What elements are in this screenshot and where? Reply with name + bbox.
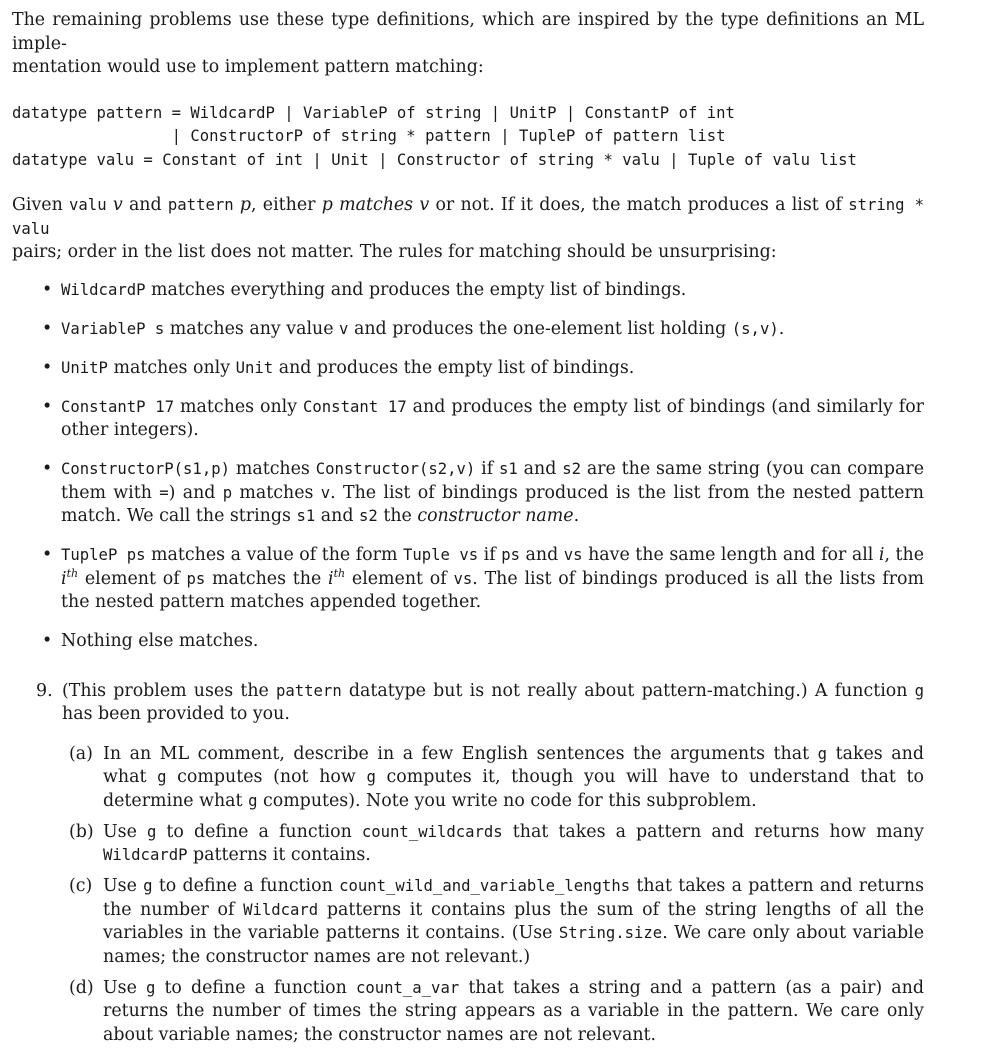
text: . The list of bindings produced is the list from the nested pattern match. We call the strings <box>61 482 924 526</box>
subproblem-list <box>62 743 924 1048</box>
type-definitions-code <box>12 102 924 173</box>
text: patterns it contains plus the sum of the string lengths of all the variables in the variable patterns it contains. (Use <box>103 899 924 943</box>
text: In an ML comment, describe in a few English sentences the arguments that <box>103 743 818 764</box>
bullet: • <box>42 545 53 565</box>
code-text: WildcardP <box>103 846 188 864</box>
subproblem-c <box>62 875 924 969</box>
code-text: v <box>320 483 331 502</box>
document-page <box>12 9 924 1055</box>
text: takes and what <box>103 743 924 787</box>
text: element of <box>78 568 187 589</box>
code-text: ConstantP 17 <box>61 397 175 416</box>
text: and <box>519 545 564 565</box>
code-text: String.size <box>558 924 663 942</box>
text: computes it, though you will have to understand that to determine what <box>103 767 924 811</box>
code-text: pattern <box>167 196 234 214</box>
code-text: g <box>914 681 924 700</box>
text: datatype but is not really about pattern-matching.) A function <box>341 680 915 701</box>
text: if <box>475 459 500 479</box>
code-text: ps <box>501 546 520 564</box>
problem-number: 9. <box>36 680 53 701</box>
bullet: • <box>42 631 53 651</box>
text: that takes a string and a pattern (as a pair) and returns the number of times the string appears as a variable in the pattern. We care only about variable names; the constructor names are not relevant. <box>103 977 925 1045</box>
matching-description <box>12 194 924 265</box>
code-text: s2 <box>359 507 378 525</box>
math-text: p matches v <box>321 195 430 215</box>
text: to define a function <box>152 876 340 896</box>
matching-rules-list <box>12 279 924 654</box>
text: and produces the empty list of bindings. <box>273 357 635 378</box>
text: that takes a pattern and returns how many <box>502 821 924 842</box>
math-text: v <box>112 195 123 215</box>
rule-constant <box>42 396 924 443</box>
code-text: g <box>143 877 153 895</box>
code-text: g <box>145 978 156 997</box>
text: Use <box>103 821 147 842</box>
code-text: valu <box>69 196 107 214</box>
code-text: g <box>157 768 167 786</box>
text: if <box>478 545 502 565</box>
text: and produces the empty list of bindings (and similarly for other integers). <box>61 396 924 440</box>
superscript: th <box>66 566 79 580</box>
code-text: count_wild_and_variable_lengths <box>339 877 631 895</box>
subproblem-d <box>62 977 924 1048</box>
text: to define a function <box>155 977 356 998</box>
bullet: • <box>42 459 53 479</box>
text: matches everything and produces the empty list of bindings. <box>145 279 687 300</box>
code-text: ps <box>186 569 206 588</box>
text: pairs; order in the list does not matter. The rules for matching should be unsurprising: <box>12 242 777 262</box>
math-text: p <box>239 195 252 215</box>
text: matches the <box>205 568 329 589</box>
code-text: s1 <box>296 507 316 525</box>
text: has been provided to you. <box>62 704 290 724</box>
text: ) and <box>168 482 223 503</box>
intro-paragraph <box>12 9 924 80</box>
code-text: pattern <box>275 681 342 700</box>
text: , either <box>251 195 322 215</box>
text: computes (not how <box>166 767 367 787</box>
text: Use <box>103 876 144 896</box>
text: matches <box>230 459 316 479</box>
rule-tuple <box>42 544 924 615</box>
math-text: i <box>878 545 885 565</box>
code-text: (s,v) <box>731 319 779 338</box>
code-line-2: | ConstructorP of string * pattern | TupleP of pattern list <box>12 127 726 145</box>
code-text: Constant 17 <box>303 397 407 416</box>
text: that takes a pattern and returns the number of <box>103 876 924 920</box>
code-text: WildcardP <box>61 280 146 299</box>
code-text: VariableP s <box>61 319 165 338</box>
code-text: count_a_var <box>355 978 460 997</box>
rule-wildcard <box>42 279 924 303</box>
code-text: g <box>146 822 157 841</box>
subproblem-label: (c) <box>69 876 93 896</box>
bullet: • <box>42 318 53 339</box>
code-line-1: datatype pattern = WildcardP | VariableP of string | UnitP | ConstantP of int <box>12 103 735 122</box>
text: computes). Note you write no code for this subproblem. <box>257 790 757 811</box>
bullet: • <box>42 357 53 378</box>
math-text: i <box>61 568 67 589</box>
text: Nothing else matches. <box>61 631 259 651</box>
subproblem-label: (a) <box>69 743 93 764</box>
code-text: s1 <box>499 460 518 478</box>
text: Use <box>103 977 146 998</box>
code-text: string * valu <box>12 196 925 238</box>
text: matches a value of the form <box>145 545 403 565</box>
code-text: g <box>817 744 828 763</box>
text: (This problem uses the <box>62 680 276 701</box>
text: matches <box>232 482 321 503</box>
code-text: count_wildcards <box>361 822 503 841</box>
text: and produces the one-element list holding <box>348 318 732 339</box>
text: matches any value <box>164 318 340 339</box>
code-text: UnitP <box>61 358 108 377</box>
text: the <box>377 506 418 526</box>
text: patterns it contains. <box>187 845 371 865</box>
rule-constructor <box>42 458 924 529</box>
text: have the same length and for all <box>582 545 879 565</box>
text: are the same string (you can compare them with <box>61 459 924 503</box>
text: Given <box>12 195 70 215</box>
subproblem-label: (b) <box>69 821 94 842</box>
code-text: p <box>222 483 233 502</box>
code-text: Tuple vs <box>403 546 479 564</box>
rule-variable <box>42 318 924 342</box>
code-text: Unit <box>235 358 274 377</box>
text: matches only <box>107 357 236 378</box>
code-text: Wildcard <box>243 900 319 919</box>
subproblem-a <box>62 743 924 814</box>
text: or not. If it does, the match produces a list of <box>429 195 849 215</box>
code-text: vs <box>563 546 583 564</box>
code-text: = <box>159 483 169 502</box>
bullet: • <box>42 396 53 417</box>
subproblem-label: (d) <box>69 977 94 998</box>
code-text: g <box>366 768 376 786</box>
text: . <box>778 318 785 339</box>
code-line-3: datatype valu = Constant of int | Unit | Constructor of string * valu | Tuple of valu list <box>12 150 857 169</box>
text: to define a function <box>156 821 362 842</box>
code-text: ConstructorP(s1,p) <box>61 460 230 478</box>
code-text: g <box>248 791 258 810</box>
code-text: Constructor(s2,v) <box>315 460 476 478</box>
rule-nothing-else <box>42 630 924 654</box>
text: element of <box>345 568 454 589</box>
code-text: vs <box>453 569 473 588</box>
intro-line-1: The remaining problems use these type definitions, which are inspired by the type definitions an ML imple- <box>12 10 924 54</box>
math-text: i <box>328 568 334 589</box>
intro-line-2: mentation would use to implement pattern matching: <box>12 57 484 77</box>
text: . The list of bindings produced is all the lists from the nested pattern matches appended together. <box>61 568 924 612</box>
problem-9-statement <box>62 680 924 727</box>
superscript: th <box>333 566 346 580</box>
code-text: v <box>339 319 349 338</box>
text: , the <box>884 545 924 565</box>
text: and <box>122 195 168 215</box>
text: matches only <box>174 396 304 417</box>
text: . We care only about variable names; the constructor names are not relevant.) <box>103 923 924 967</box>
emphasis-text: constructor name <box>417 506 574 526</box>
text: and <box>315 506 360 526</box>
text: . <box>573 506 580 526</box>
rule-unit <box>42 357 924 381</box>
subproblem-b <box>62 821 924 868</box>
bullet: • <box>42 279 53 300</box>
problem-9 <box>12 680 924 1048</box>
text: and <box>517 459 563 479</box>
code-text: TupleP ps <box>61 546 146 564</box>
code-text: s2 <box>562 460 581 478</box>
